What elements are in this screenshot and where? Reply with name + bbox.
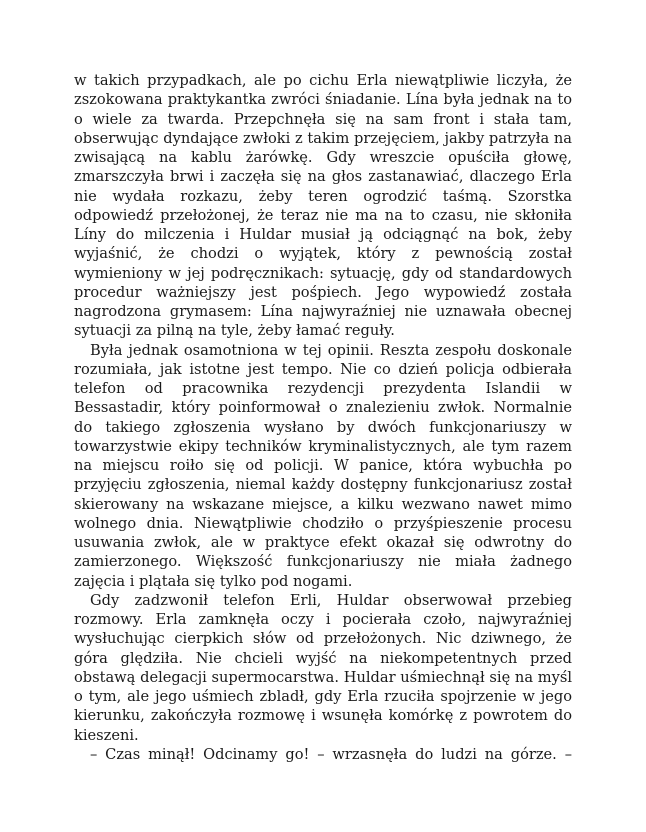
paragraph-4-dialogue: – Czas minął! Odcinamy go! – wrzasnęła do ludzi na górze. – <box>90 745 572 763</box>
paragraph-2: Była jednak osamotniona w tej opinii. Reszta zespołu doskonale rozumiała, jak istotne jest tempo. Nie co dzień policja odbierała telefon od pracownika rezydencji prezydenta Islandii w Bessastadir, który poinformował o znalezieniu zwłok. Normalnie do takiego zgłoszenia wysłano by dwóch funkcjonariuszy w towarzystwie ekipy techników kryminalistycznych, ale tym razem na miejscu roiło się od policji. W panice, która wybuchła po przyjęciu zgłoszenia, niemal każdy dostępny funkcjonariusz został skierowany na wskazane miejsce, a kilku wezwano nawet mimo wolnego dnia. Niewątpliwie chodziło o przyśpieszenie procesu usuwania zwłok, ale w praktyce efekt okazał się odwrotny do zamierzonego. Większość funkcjonariuszy nie miała żadnego zajęcia i plątała się tylko pod nogami. <box>74 341 572 590</box>
document-page <box>74 71 572 764</box>
paragraph-3: Gdy zadzwonił telefon Erli, Huldar obserwował przebieg rozmowy. Erla zamknęła oczy i pocierała czoło, najwyraźniej wysłuchując cierpkich słów od przełożonych. Nic dziwnego, że góra ględziła. Nie chcieli wyjść na niekompetentnych przed obstawą delegacji supermocarstwa. Huldar uśmiechnął się na myśl o tym, ale jego uśmiech zbladł, gdy Erla rzuciła spojrzenie w jego kierunku, zakończyła rozmowę i wsunęła komórkę z powrotem do kieszeni. <box>74 591 572 744</box>
paragraph-1: w takich przypadkach, ale po cichu Erla niewątpliwie liczyła, że zszokowana praktykantka zwróci śniadanie. Lína była jednak na to o wiele za twarda. Przepchnęła się na sam front i stała tam, obserwując dyndające zwłoki z takim przejęciem, jakby patrzyła na zwisającą na kablu żarówkę. Gdy wreszcie opuściła głowę, zmarszczyła brwi i zaczęła się na głos zastanawiać, dlaczego Erla nie wydała rozkazu, żeby teren ogrodzić taśmą. Szorstka odpowiedź przełożonej, że teraz nie ma na to czasu, nie skłoniła Líny do milczenia i Huldar musiał ją odciągnąć na bok, żeby wyjaśnić, że chodzi o wyjątek, który z pewnością został wymieniony w jej podręcznikach: sytuację, gdy od standardowych procedur ważniejszy jest pośpiech. Jego wypowiedź została nagrodzona grymasem: Lína najwyraźniej nie uznawała obecnej sytuacji za pilną na tyle, żeby łamać reguły. <box>74 72 572 340</box>
